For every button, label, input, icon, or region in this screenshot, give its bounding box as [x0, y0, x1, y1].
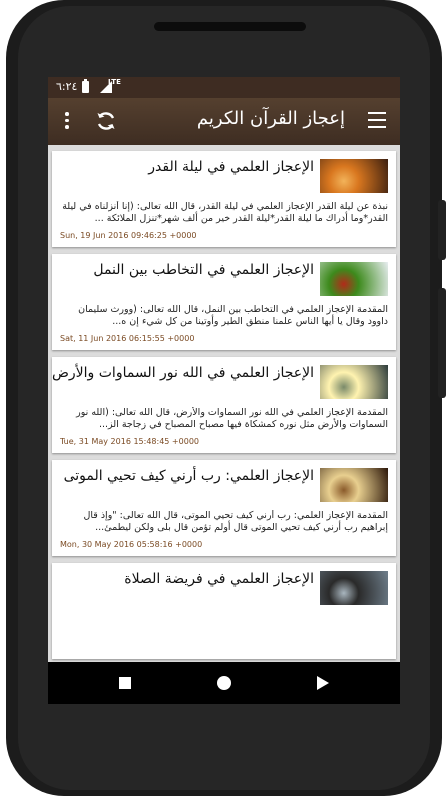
- article-card[interactable]: [52, 357, 396, 453]
- screen: [48, 77, 400, 704]
- article-title: الإعجاز العلمي في فريضة الصلاة: [124, 571, 314, 587]
- app-title: إعجاز القرآن الكريم: [196, 108, 345, 129]
- article-title: الإعجاز العلمي في الله نور السماوات والأرض: [52, 365, 314, 381]
- status-bar: [48, 77, 400, 98]
- article-title: الإعجاز العلمي: رب أرني كيف تحيي الموتى: [63, 468, 314, 484]
- article-thumbnail: [320, 468, 388, 502]
- article-thumbnail: [320, 365, 388, 399]
- article-excerpt: المقدمة الإعجاز العلمي في التخاطب بين النمل، قال الله تعالى: (وورث سليمان داوود وقال يا أيها الناس علمنا منطق الطير وأوتينا من كل شيء إن ه...: [78, 304, 388, 327]
- article-card[interactable]: [52, 254, 396, 350]
- refresh-icon[interactable]: [94, 109, 118, 133]
- article-card[interactable]: [52, 151, 396, 247]
- article-date: Sat, 11 Jun 2016 06:15:55 +0000: [60, 334, 195, 343]
- home-icon[interactable]: [217, 676, 231, 690]
- navigation-bar: [48, 662, 400, 704]
- status-time: ٦:٢٤: [56, 80, 78, 93]
- article-excerpt: نبذة عن ليلة القدر الإعجاز العلمي في ليلة القدر، قال الله تعالى: (إنا أنزلناه في ليلة القدر*وما أدراك ما ليلة القدر*ليلة القدر خير من ألف شهر*تنزل الملائكة ...: [62, 201, 388, 224]
- article-excerpt: المقدمة الإعجاز العلمي في الله نور السماوات والأرض، قال الله تعالى: (الله نور السماوات والأرض مثل نوره كمشكاة فيها مصباح المصباح في زجاجة الز...: [76, 407, 388, 430]
- power-button: [438, 288, 446, 398]
- article-card[interactable]: [52, 460, 396, 556]
- app-bar: [48, 98, 400, 145]
- article-date: Mon, 30 May 2016 05:58:16 +0000: [60, 540, 203, 549]
- article-thumbnail: [320, 262, 388, 296]
- article-thumbnail: [320, 159, 388, 193]
- article-excerpt: [60, 613, 388, 639]
- article-title: الإعجاز العلمي في التخاطب بين النمل: [93, 262, 314, 278]
- article-card[interactable]: [52, 563, 396, 659]
- back-icon[interactable]: [317, 676, 329, 690]
- overflow-menu-icon[interactable]: [64, 112, 70, 130]
- battery-icon: [82, 81, 89, 93]
- menu-icon[interactable]: [368, 112, 386, 128]
- network-type: LTE: [108, 78, 121, 86]
- article-excerpt: المقدمة الإعجاز العلمي: رب أرني كيف تحيي الموتى، قال الله تعالى: "وإذ قال إبراهيم رب أرني كيف تحيي الموتى قال أولم تؤمن قال بلى ولكن ليطمئ...: [83, 510, 388, 533]
- article-date: Tue, 31 May 2016 15:48:45 +0000: [60, 437, 199, 446]
- recents-icon[interactable]: [119, 677, 131, 689]
- volume-button: [438, 200, 446, 260]
- article-title: الإعجاز العلمي في ليلة القدر: [148, 159, 314, 175]
- article-date: Sun, 19 Jun 2016 09:46:25 +0000: [60, 231, 197, 240]
- earpiece-speaker: [154, 22, 306, 31]
- article-thumbnail: [320, 571, 388, 605]
